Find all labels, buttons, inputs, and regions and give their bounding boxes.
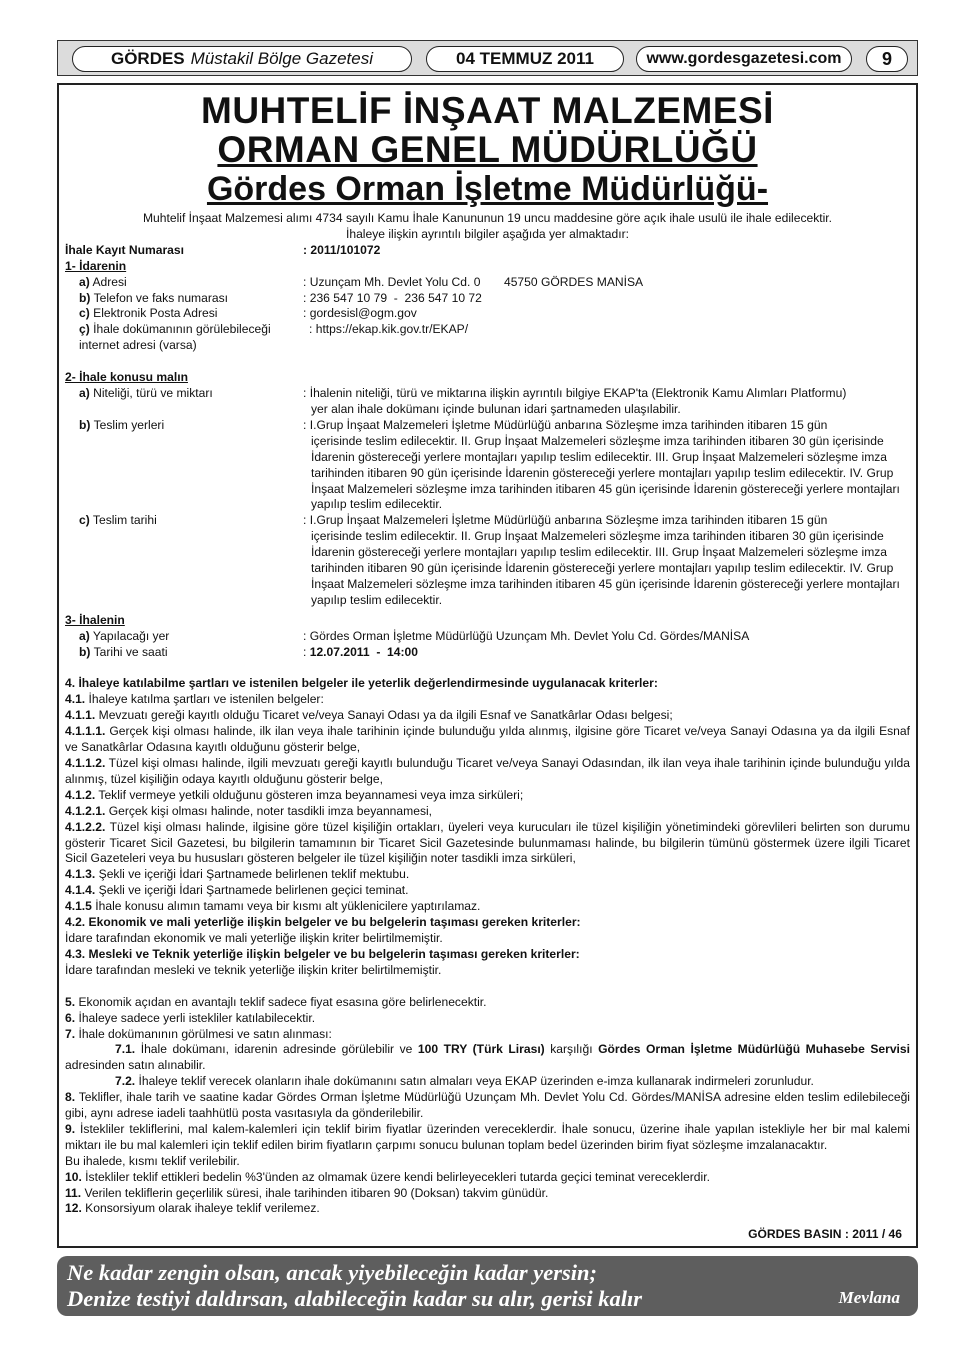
p11-num: 11.: [65, 1185, 82, 1200]
p8-text: Teklifler, ihale tarih ve saatine kadar Gördes Orman İşletme Müdürlüğü Uzunçam Mh. Devlet Yolu Cd. Gördes/MANİSA adresine elden teslim edilebileceği gibi, aynı adrese iadeli taahhütlü posta vasıtasıyla da gönderilebilir.: [65, 1090, 910, 1121]
p4-1-3-text: Şekli ve içeriği İdari Şartnamede belirlenen teklif mektubu.: [95, 867, 410, 882]
p6-text: İhaleye sadece yerli istekliler katılabilecektir.: [75, 1010, 316, 1025]
sales-office: Gördes Orman İşletme Müdürlüğü Muhasebe Servisi: [598, 1042, 910, 1057]
s2-c-value-2: içerisinde teslim edilecektir. II. Grup İnşaat Malzemeleri sözleşme imza tarihinden itibaren 30 gün içerisinde İdarenin göstereceği yerlere montajları yapılıp teslim edilecektir. III. Grup İnşaat Malzemeleri sözleşme imza tarihinden itibaren 90 gün içerisinde İdarenin göstereceği yerlere montajları yapılıp teslim edilecektir. IV. Grup İnşaat Malzemeleri sözleşme imza tarihinden itibaren 45 gün içerisinde İdarenin göstereceği yerlere montajları yapılıp teslim edilecektir.: [311, 529, 900, 607]
p8: [65, 1090, 910, 1122]
s1-d-key: ç): [79, 322, 90, 337]
registration-value: : 2011/101072: [303, 242, 381, 257]
s1-a-value: : Uzunçam Mh. Devlet Yolu Cd. 0 45750 GÖRDES MANİSA: [303, 274, 644, 289]
s2-b-value-2: içerisinde teslim edilecektir. II. Grup İnşaat Malzemeleri sözleşme imza tarihinden itibaren 30 gün içerisinde İdarenin göstereceği yerlere montajları yapılıp teslim edilecektir. III. Grup İnşaat Malzemeleri sözleşme imza tarihinden itibaren 90 gün içerisinde İdarenin göstereceği yerlere montajları yapılıp teslim edilecektir. IV. Grup İnşaat Malzemeleri sözleşme imza tarihinden itibaren 45 gün içerisinde İdarenin göstereceği yerlere montajları yapılıp teslim edilecektir.: [311, 433, 900, 512]
section-2-title: 2- İhale konusu malın: [65, 370, 188, 385]
paper-name-pill: [72, 46, 412, 72]
p4-1-1: [65, 708, 910, 724]
p11: [65, 1186, 910, 1202]
s2-b-row: [65, 418, 910, 513]
s2-b-key: b): [79, 417, 91, 432]
document-price: 100 TRY (Türk Lirası): [417, 1042, 545, 1057]
paper-name: GÖRDES: [110, 49, 185, 68]
s2-b-value-1: : I.Grup İnşaat Malzemeleri İşletme Müdürlüğü anbarına Sözleşme imza tarihinden itibaren 15 gün: [303, 417, 828, 432]
p4-1-1-1-text: Gerçek kişi olması halinde, ilk ilan veya ihale tarihinin içinde bulunduğu yılda alınmış, ilgisine göre Ticaret ve/veya Sanayi Odasına ya da ilgili Esnaf ve Sanatkârlar Odasına kayıtlı olduğunu gösterir belge,: [65, 724, 910, 755]
p12-num: 12.: [65, 1201, 82, 1216]
s3-a-row: [65, 629, 910, 645]
p12: [65, 1201, 910, 1217]
p4-1-1-text: Mevzuatı gereği kayıtlı olduğu Ticaret ve/veya Sanayi Odası ya da ilgili Esnaf ve Sanatkârlar Odası belgesi;: [95, 708, 673, 723]
tender-notice: [57, 83, 918, 1248]
notice-intro-2: İhaleye ilişkin ayrıntılı bilgiler aşağıda yer almaktadır:: [346, 226, 629, 241]
s3-b-label: Tarihi ve saati: [93, 644, 168, 659]
s2-a-key: a): [79, 386, 90, 401]
section-3-title: 3- İhalenin: [65, 612, 125, 627]
p4-1-2-2: [65, 820, 910, 868]
p4-1-2-num: 4.1.2.: [65, 787, 96, 802]
p4-1-1-2-num: 4.1.1.2.: [65, 756, 106, 770]
p9: [65, 1122, 910, 1154]
p7-1-text-a: İhale dokümanı, idarenin adresinde görülebilir ve: [135, 1042, 418, 1057]
notice-institution: ORMAN GENEL MÜDÜRLÜĞÜ: [217, 129, 758, 170]
notice-title: MUHTELİF İNŞAAT MALZEMESİ: [201, 90, 774, 131]
p7-1: [65, 1042, 910, 1074]
p4-1-2-2-num: 4.1.2.2.: [65, 819, 106, 834]
s3-a-label: Yapılacağı yer: [92, 628, 170, 643]
s2-a-value-1: : İhalenin niteliği, türü ve miktarına ilişkin ayrıntılı bilgiye EKAP'ta (Elektronik Kamu Alımları Platformu): [303, 386, 847, 401]
p12-text: Konsorsiyum olarak ihaleye teklif verilemez.: [81, 1201, 320, 1216]
s3-a-key: a): [79, 628, 90, 643]
newspaper-header: [57, 40, 918, 76]
p4-1-1-2: [65, 756, 910, 788]
p7-num: 7.: [65, 1026, 76, 1041]
s1-c-value[interactable]: : gordesisl@ogm.gov: [303, 306, 417, 321]
s3-b-key: b): [79, 644, 91, 659]
press-reference: GÖRDES BASIN : 2011 / 46: [748, 1227, 902, 1242]
paper-subtitle: Müstakil Bölge Gazetesi: [190, 49, 374, 68]
website-link[interactable]: www.gordesgazetesi.com: [636, 46, 852, 72]
p4-1-4: [65, 883, 910, 899]
p4-1: [65, 692, 910, 708]
p4-3-title: 4.3. Mesleki ve Teknik yeterliğe ilişkin belgeler ve bu belgelerin taşıması gereken kriterler:: [65, 946, 580, 961]
s1-d-row: [65, 322, 910, 354]
p7-text: İhale dokümanının görülmesi ve satın alınması:: [75, 1026, 332, 1041]
p10-text: İstekliler teklif ettikleri bedelin %3'ünden az olmamak üzere kendi belirleyecekleri tutarda geçici teminat vereceklerdir.: [81, 1169, 710, 1184]
s1-a-label: Adresi: [92, 274, 127, 289]
registration-label: İhale Kayıt Numarası: [65, 242, 184, 257]
s2-a-value-2: yer alan ihale dokümanı içinde bulunan idari şartnameden ulaşılabilir.: [311, 401, 681, 416]
s1-c-row: [65, 306, 910, 322]
p11-text: Verilen tekliflerin geçerlilik süresi, ihale tarihinden itibaren 90 (Doksan) takvim günüdür.: [81, 1185, 549, 1200]
s1-b-row: [65, 291, 910, 307]
p4-2-title: 4.2. Ekonomik ve mali yeterliğe ilişkin belgeler ve bu belgelerin taşıması gereken kriterler:: [65, 915, 581, 930]
p4-1-3-num: 4.1.3.: [65, 867, 96, 882]
p4-1-2-1: [65, 804, 910, 820]
p4-1-1-2-text: Tüzel kişi olması halinde, ilgili mevzuatı gereği kayıtlı bulunduğu Ticaret ve/veya Sanayi Odasından, ilk ilan veya ihale tarihinin içinde bulunduğu yılda alınmış, tüzel kişiliğin odaya kayıtlı olduğunu gösterir belge,: [65, 756, 910, 786]
p4-1-5: [65, 899, 910, 915]
p4-1-1-1-num: 4.1.1.1.: [65, 724, 106, 739]
p9-extra: Bu ihalede, kısmı teklif verilebilir.: [65, 1153, 240, 1168]
p4-1-2-1-text: Gerçek kişi olması halinde, noter tasdikli imza beyannamesi,: [105, 803, 433, 818]
p9-num: 9.: [65, 1121, 76, 1136]
s2-c-value-1: : I.Grup İnşaat Malzemeleri İşletme Müdürlüğü anbarına Sözleşme imza tarihinden itibaren 15 gün: [303, 513, 828, 528]
page-number: 9: [866, 46, 908, 72]
p6: [65, 1011, 910, 1027]
p4-1-5-num: 4.1.5: [65, 899, 92, 914]
p8-num: 8.: [65, 1090, 76, 1105]
p7-2: [65, 1074, 910, 1090]
quote-author: Mevlana: [838, 1288, 900, 1307]
p4-1-2-2-text: Tüzel kişi olması halinde, ilgisine göre tüzel kişiliğin ortakları, üyeleri veya kurucuları ile tüzel kişiliğin yönetimindeki görevlileri belirten son durumu gösterir Ticaret Sicil Gazetesi, bu bilgilerin tamamının bir Ticaret Sicil Gazetesinde bulunmaması halinde, bu bilgilerin tümünü göstermek üzere ilgili Ticaret Sicil Gazeteleri veya bu hususları gösteren belgeler ile tüzel kişiliğin noter tasdikli imza sirküleri,: [65, 819, 910, 866]
s2-b-label: Teslim yerleri: [93, 417, 165, 432]
s3-a-value: : Gördes Orman İşletme Müdürlüğü Uzunçam Mh. Devlet Yolu Cd. Gördes/MANİSA: [303, 628, 750, 643]
p5-text: Ekonomik açıdan en avantajlı teklif sadece fiyat esasına göre belirlenecektir.: [75, 994, 487, 1009]
registration-row: [65, 243, 910, 259]
p4-1-2-1-num: 4.1.2.1.: [65, 803, 106, 818]
s2-c-key: c): [79, 513, 90, 528]
p9-text: İstekliler tekliflerini, mal kalem-kalemleri için teklif birim fiyatlar üzerinden vereceklerdir. İhale sonucu, üzerine ihale yapılan istekliyle her bir mal kalemi miktarı ile bu mal kalemleri için teklif edilen birim fiyatların çarpımı sonucu bulunan toplam bedel üzerinden birim fiyat sözleşme imzalanacaktır.: [65, 1121, 910, 1152]
p10: [65, 1170, 910, 1186]
s2-c-label: Teslim tarihi: [92, 513, 157, 528]
quote-line-1: Ne kadar zengin olsan, ancak yiyebileceğin kadar yersin;: [67, 1260, 597, 1285]
s1-c-key: c): [79, 306, 90, 321]
s3-b-row: [65, 645, 910, 661]
s1-c-label: Elektronik Posta Adresi: [93, 306, 218, 321]
s1-b-key: b): [79, 290, 91, 305]
s1-b-label: Telefon ve faks numarası: [93, 290, 229, 305]
p4-1-1-num: 4.1.1.: [65, 708, 96, 723]
p4-title: 4. İhaleye katılabilme şartları ve istenilen belgeler ile yeterlik değerlendirmesinde uygulanacak kriterler:: [65, 676, 658, 691]
quote-line-2: Denize testiyi daldırsan, alabileceğin kadar su alır, gerisi kalır: [67, 1286, 643, 1311]
notice-intro-1: Muhtelif İnşaat Malzemesi alımı 4734 sayılı Kamu İhale Kanununun 19 uncu maddesine göre açık ihale usulü ile ihale edilecektir.: [142, 211, 833, 225]
section-1-title: 1- İdarenin: [65, 258, 127, 273]
p5: [65, 995, 910, 1011]
s2-c-row: [65, 513, 910, 608]
s1-a-row: [65, 275, 910, 291]
p4-1-5-text: İhale konusu alımın tamamı veya bir kısmı alt yüklenicilere yaptırılamaz.: [91, 899, 481, 914]
p4-3-text: İdare tarafından mesleki ve teknik yeterliğe ilişkin kriter belirtilmemiştir.: [65, 962, 442, 977]
p4-1-2: [65, 788, 910, 804]
p7-2-text: İhaleye teklif verecek olanların ihale dokümanını satın almaları veya EKAP üzerinden e-imza kullanarak indirmeleri zorunludur.: [135, 1074, 814, 1089]
p4-1-num: 4.1.: [65, 692, 86, 707]
quote-banner: [57, 1256, 918, 1316]
p4-1-text: İhaleye katılma şartları ve istenilen belgeler:: [85, 692, 324, 707]
p10-num: 10.: [65, 1169, 82, 1184]
p4-1-2-text: Teklif vermeye yetkili olduğunu gösteren imza beyannamesi veya imza sirküleri;: [95, 787, 524, 802]
p7: [65, 1027, 910, 1043]
p4-1-1-1: [65, 724, 910, 756]
p4-1-4-num: 4.1.4.: [65, 883, 96, 898]
p4-1-3: [65, 867, 910, 883]
p4-1-4-text: Şekli ve içeriği İdari Şartnamede belirlenen geçici teminat.: [95, 883, 409, 898]
p6-num: 6.: [65, 1010, 76, 1025]
p7-1-text-b: karşılığı: [544, 1042, 599, 1057]
s2-a-label: Niteliği, türü ve miktarı: [93, 386, 213, 401]
issue-date: 04 TEMMUZ 2011: [426, 46, 624, 72]
s3-b-prefix: :: [303, 644, 310, 659]
s2-a-row: [65, 386, 910, 418]
tender-date-time: 12.07.2011 - 14:00: [309, 644, 418, 659]
s1-b-value: : 236 547 10 79 - 236 547 10 72: [303, 290, 482, 305]
p7-2-num: 7.2.: [115, 1074, 136, 1089]
p4-2-text: İdare tarafından ekonomik ve mali yeterliğe ilişkin kriter belirtilmemiştir.: [65, 930, 443, 945]
s1-a-key: a): [79, 274, 90, 289]
s1-d-label: İhale dokümanının görülebileceği internet adresi (varsa): [79, 322, 271, 353]
s1-d-value[interactable]: : https://ekap.kik.gov.tr/EKAP/: [309, 322, 469, 337]
p7-1-text-c: adresinden satın alınabilir.: [65, 1058, 206, 1073]
p7-1-num: 7.1.: [115, 1042, 136, 1057]
notice-directorate: Gördes Orman İşletme Müdürlüğü-: [206, 170, 769, 208]
p5-num: 5.: [65, 994, 76, 1009]
